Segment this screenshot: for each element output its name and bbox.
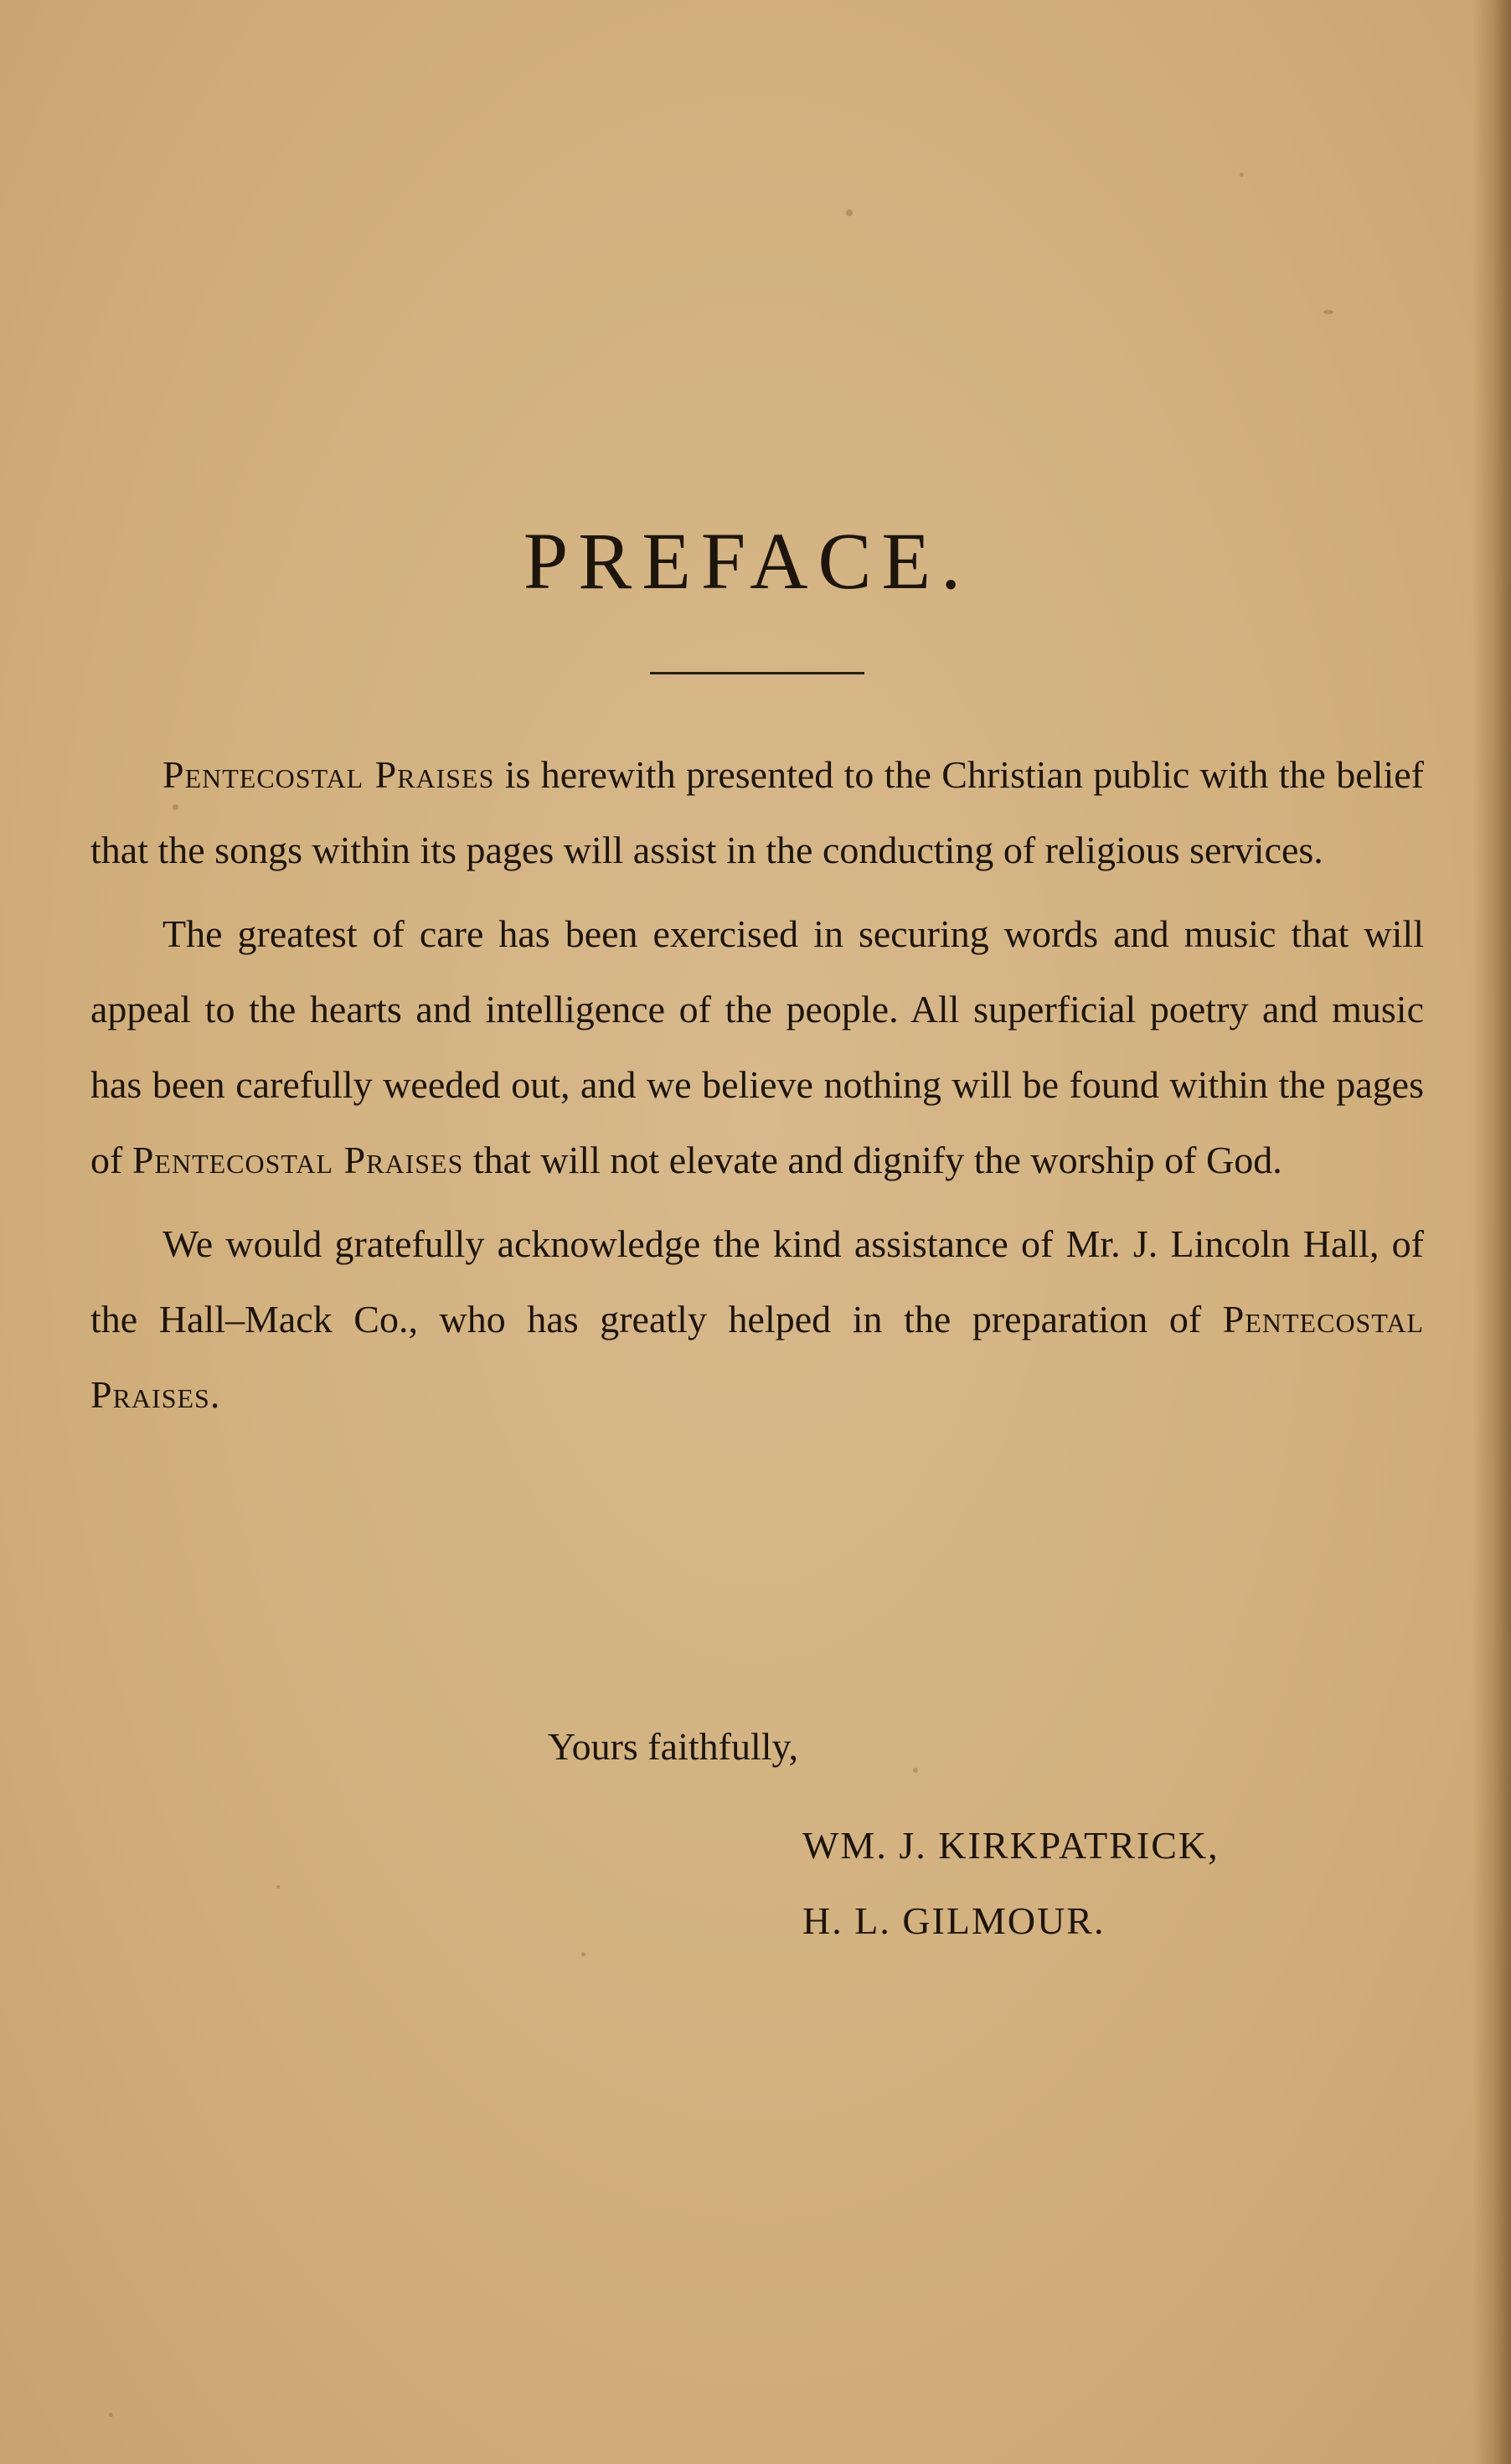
- page-title: PREFACE.: [523, 516, 972, 606]
- signature-1: WM. J. KIRKPATRICK,: [802, 1824, 1220, 1867]
- signatures: [802, 1808, 1220, 1959]
- book-title-reference: Pentecostal Praises: [132, 1139, 464, 1181]
- paragraph-text: The greatest of care has been exercised in securing words and music that will appeal to the hearts and intelligence of the people. All superficial poetry and music has been carefully weeded out, and we believe nothing will be found within the pages of: [90, 912, 1424, 1181]
- paragraph-text: We would gratefully acknowledge the kind assistance of Mr. J. Lincoln Hall, of the Hall–Mack Co., who has greatly helped in the preparation of: [90, 1222, 1424, 1340]
- paper-speck: [1240, 173, 1244, 177]
- paragraph-1: [90, 737, 1424, 888]
- closing-salutation: Yours faithfully,: [548, 1725, 799, 1768]
- preface-body: [90, 737, 1424, 1441]
- paragraph-2: [90, 896, 1424, 1198]
- book-title-reference: Pentecostal Praises: [90, 1298, 1424, 1416]
- paragraph-3: [90, 1206, 1424, 1433]
- paragraph-text: .: [209, 1373, 220, 1416]
- title-divider: [650, 672, 864, 674]
- paragraph-text: is herewith presented to the Christian public with the belief that the songs within its pages will assist in the conducting of religious services.: [90, 753, 1424, 871]
- paper-speck: [276, 1885, 280, 1888]
- paper-speck: [913, 1768, 918, 1773]
- book-title-reference: Pentecostal Praises: [162, 753, 495, 796]
- paper-speck: [1323, 310, 1333, 314]
- paper-speck: [109, 2413, 113, 2417]
- page-edge-shadow: [1472, 0, 1511, 2464]
- paper-speck: [581, 1952, 585, 1956]
- paragraph-text: that will not elevate and dignify the worship of God.: [463, 1139, 1282, 1181]
- signature-2: H. L. GILMOUR.: [802, 1899, 1106, 1942]
- paper-speck: [846, 209, 853, 216]
